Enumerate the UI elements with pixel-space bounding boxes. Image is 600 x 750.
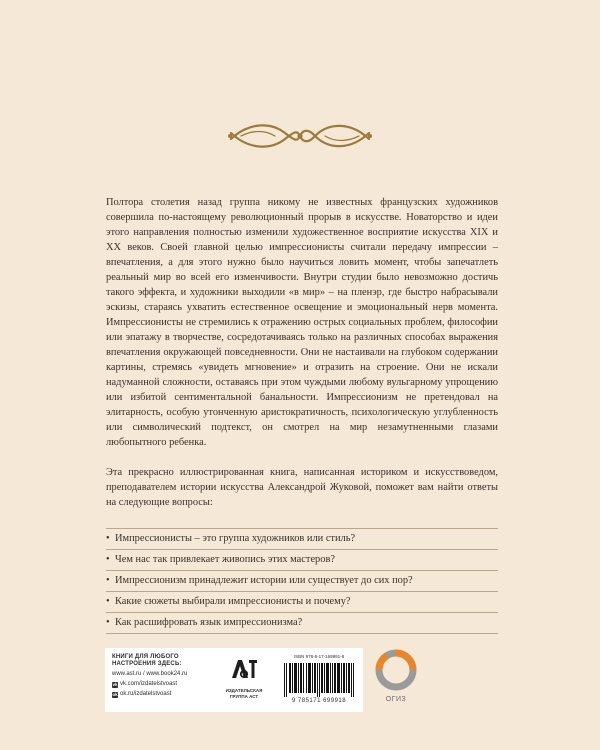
promo-vk-link[interactable] (112, 681, 177, 688)
barcode-icon (283, 663, 355, 697)
promo-title (112, 654, 182, 668)
bullet-icon: • (106, 533, 110, 544)
isbn-text: ISBN 978-5-17-169991-8 (293, 654, 345, 659)
barcode-number: 9 785171 699918 (291, 698, 347, 704)
question-list (106, 528, 498, 634)
barcode-block (281, 654, 357, 708)
promo-title-line: КНИГИ ДЛЯ ЛЮБОГО (112, 654, 179, 660)
scroll-flourish-icon (225, 117, 375, 155)
promo-title-line: НАСТРОЕНИЯ ЗДЕСЬ: (112, 661, 182, 667)
ogiz-label: ОГИЗ (385, 696, 407, 703)
publisher-caption-line: ИЗДАТЕЛЬСКАЯ (225, 688, 263, 693)
question-item-3 (106, 570, 498, 591)
promo-ok-text: ok.ru/izdatelstvoast (120, 691, 172, 697)
promo-vk-text: vk.com/izdatelstvoast (120, 681, 178, 687)
question-item-2 (106, 549, 498, 570)
ok-icon: ok (112, 692, 118, 697)
bullet-icon: • (106, 617, 110, 628)
publisher-caption (223, 688, 265, 699)
description-paragraph-1: Полтора столетия назад группа никому не известных французских художников совершила по-настоящему революционный прорыв в искусстве. Новаторство и идеи этого направления полностью изменили художественное восприятие искусства XIX и XX веков. Своей главной целью импрессионисты считали передачу импрессии – впечатления, а для этого нужно было научиться ловить момент, чтобы запечатлеть реальный мир во всей его изменчивости. Внутри студии было невозможно достичь такого эффекта, и художники выходили «в мир» – на пленэр, где быстро набрасывали эскизы, стараясь ухватить естественное освещение и эмоциональный нерв момента. Импрессионисты не стремились к отражению острых социальных проблем, философии или эпатажу в творчестве, сосредотачиваясь только на различных способах выражения впечатления окружающей повседневности. Они не настаивали на глубоком содержании картины, стремясь «увидеть мгновение» и отразить на строение. Они не искали надуманной сложности, оставаясь при этом чуждыми любому вульгарному упрощению или избитой сентиментальной банальности. Импрессионизм не претендовал на элитарность, особую утонченную аристократичность, психологическую углубленность или символический подтекст, он смотрел на мир незамутненными глазами любопытного ребенка. (106, 197, 498, 448)
description-text (106, 195, 498, 510)
question-item-5 (106, 612, 498, 634)
vk-icon: vk (112, 682, 118, 687)
bullet-icon: • (106, 554, 110, 565)
promo-sites-link[interactable]: www.ast.ru / www.book24.ru (112, 671, 188, 677)
question-text: Как расшифровать язык импрессионизма? (115, 617, 303, 628)
question-text: Чем нас так привлекает живопись этих мастеров? (115, 554, 335, 565)
ogiz-ring-icon (372, 646, 420, 694)
bullet-icon: • (106, 596, 110, 607)
bullet-icon: • (106, 575, 110, 586)
question-text: Какие сюжеты выбирали импрессионисты и почему? (115, 596, 351, 607)
question-text: Импрессионисты – это группа художников или стиль? (115, 533, 356, 544)
ast-logo-icon (229, 654, 259, 682)
description-paragraph-2: Эта прекрасно иллюстрированная книга, написанная историком и искусствоведом, преподавателем истории искусства Александрой Жуковой, поможет вам найти ответы на следующие вопросы: (106, 467, 498, 508)
promo-ok-link[interactable] (112, 691, 171, 698)
question-item-4 (106, 591, 498, 612)
question-item-1 (106, 528, 498, 549)
question-text: Импрессионизм принадлежит истории или существует до сих пор? (115, 575, 413, 586)
publisher-caption-line: ГРУППА АСТ (229, 693, 259, 699)
promo-panel (105, 648, 363, 712)
